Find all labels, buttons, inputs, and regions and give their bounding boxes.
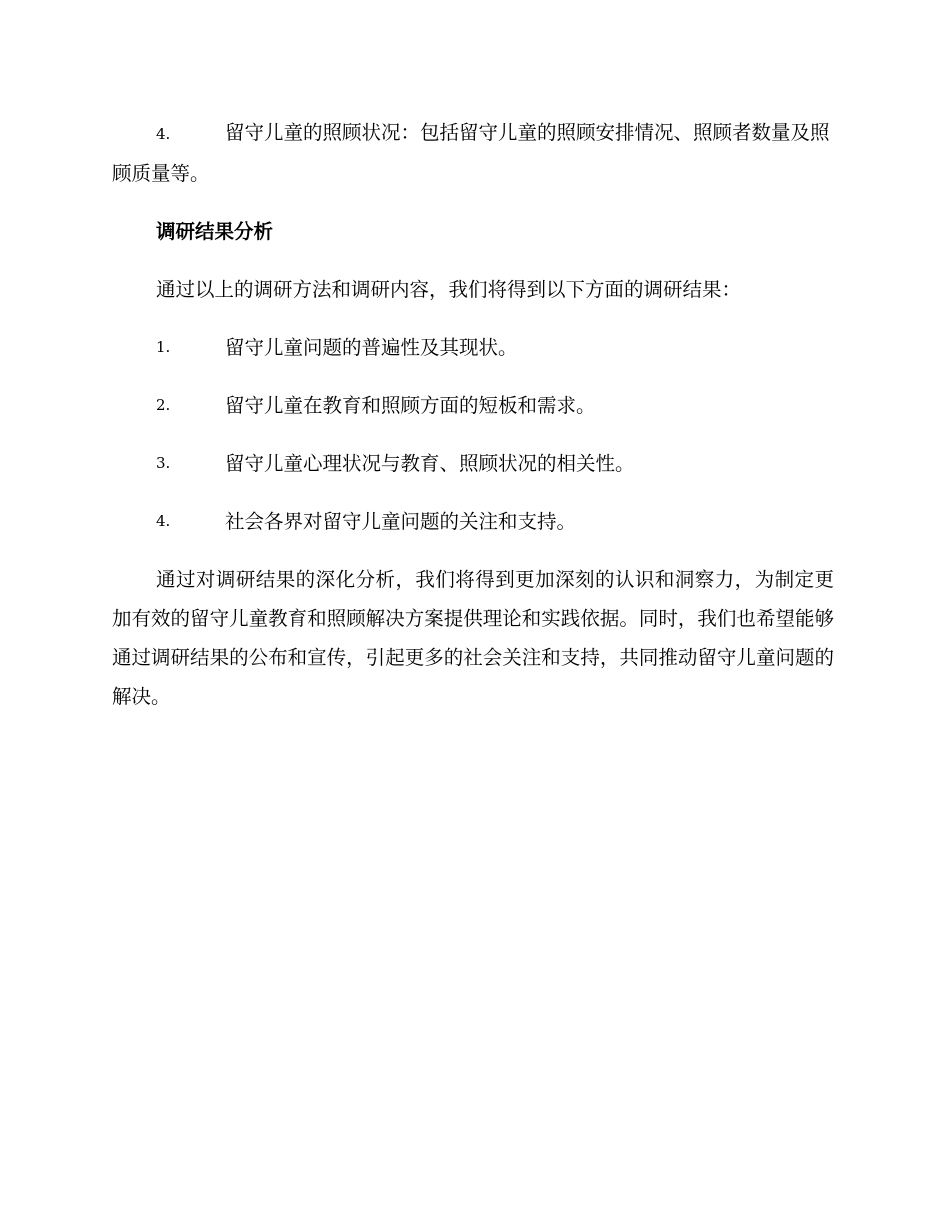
care-status-item xyxy=(112,113,834,193)
list-text: 留守儿童在教育和照顾方面的短板和需求。 xyxy=(225,394,596,417)
list-number: 4. xyxy=(156,125,171,143)
list-text: 社会各界对留守儿童问题的关注和支持。 xyxy=(225,510,577,533)
list-number: 1. xyxy=(156,338,171,356)
list-text: 留守儿童心理状况与教育、照顾状况的相关性。 xyxy=(225,452,635,475)
result-item-1 xyxy=(112,328,834,367)
lead-paragraph: 通过以上的调研方法和调研内容，我们将得到以下方面的调研结果： xyxy=(156,278,742,301)
result-item-2 xyxy=(112,386,834,425)
list-text: 留守儿童问题的普遍性及其现状。 xyxy=(225,336,518,359)
list-number: 2. xyxy=(156,396,171,414)
document-body xyxy=(112,113,834,735)
section-heading: 调研结果分析 xyxy=(156,220,274,243)
result-item-4 xyxy=(112,502,834,541)
list-number: 4. xyxy=(156,512,171,530)
list-text: 留守儿童的照顾状况：包括留守儿童的照顾安排情况、照顾者数量及照顾质量等。 xyxy=(112,121,830,185)
closing-paragraph: 通过对调研结果的深化分析，我们将得到更加深刻的认识和洞察力，为制定更加有效的留守儿童教育和照顾解决方案提供理论和实践依据。同时，我们也希望能够通过调研结果的公布和宣传，引起更多的社会关注和支持，共同推动留守儿童问题的解决。 xyxy=(112,568,834,708)
result-item-3 xyxy=(112,444,834,483)
list-number: 3. xyxy=(156,454,171,472)
